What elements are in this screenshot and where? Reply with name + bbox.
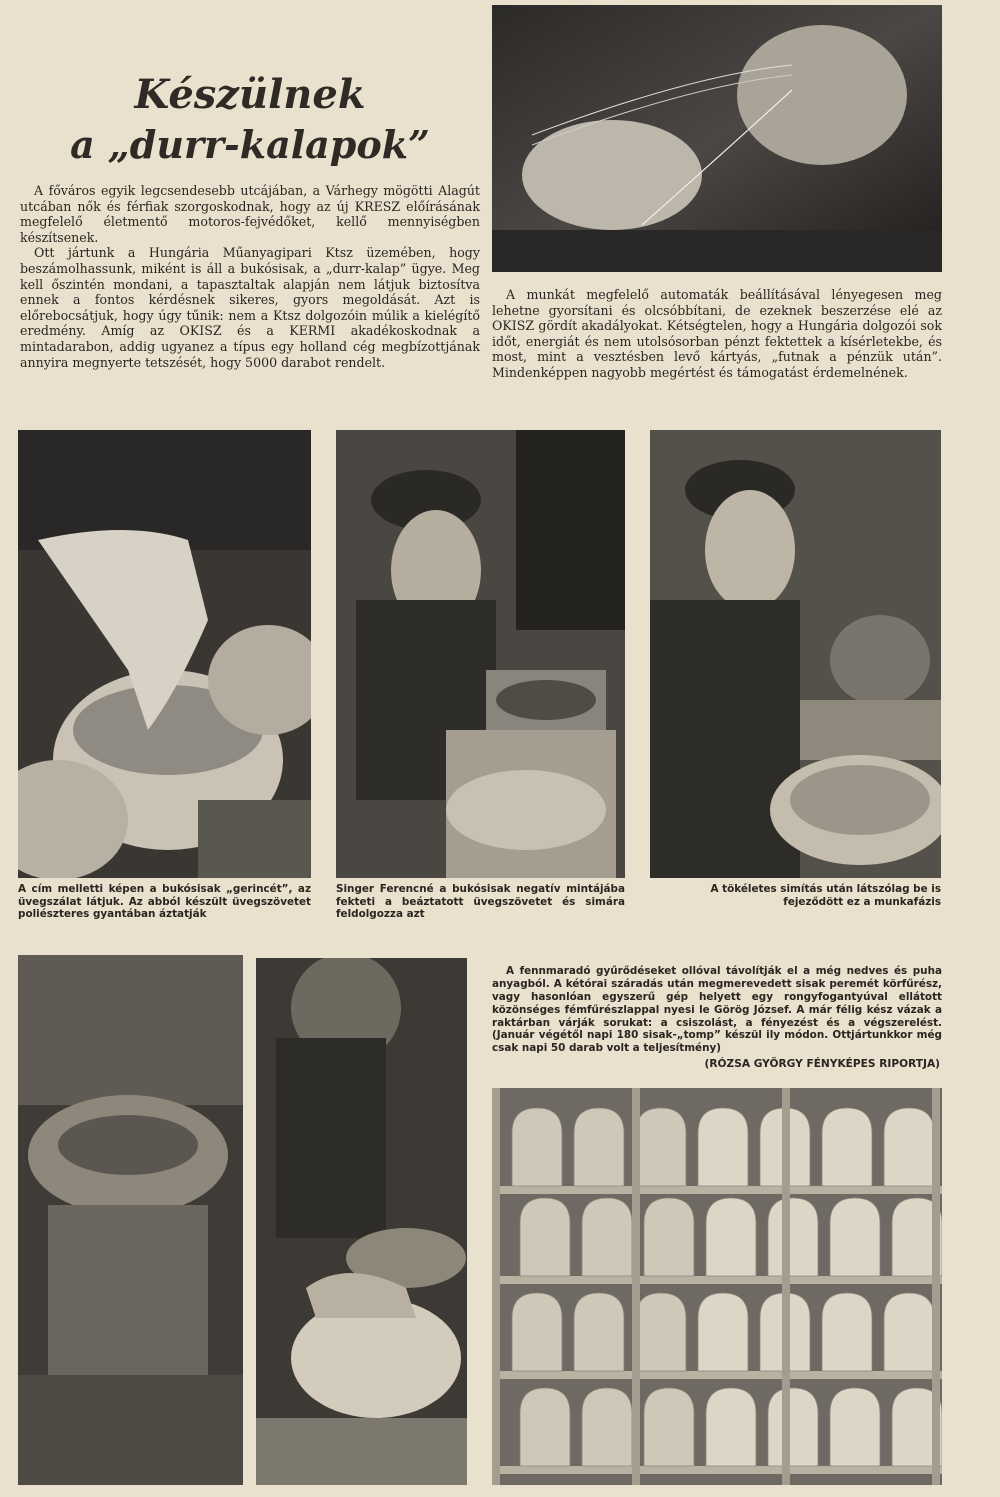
photo-trimming — [18, 955, 243, 1485]
photo-glass-fiber — [492, 5, 942, 272]
photo-smoothing — [650, 430, 941, 878]
title-line-1: Készülnek — [134, 71, 366, 118]
closing-paragraph: A fennmaradó gyűrődéseket ollóval távolítják el a még nedves és puha anyagból. A kétórai száradás után megmerevedett sisak peremét körfűrész, vagy hasonlóan egyszerű gép helyett egy rongyfogantyúval ellátott közönséges fémfűrészlappal nyesi le Görög József. A már félig kész vázak a raktárban várják sorukat: a csiszolást, a fényezést és a végszerelést. (Január végétől napi 180 sisak-„tomp” készül ily módon. Ottjártunkkor még csak napi 50 darab volt a teljesítmény) — [492, 965, 942, 1055]
intro-text — [20, 183, 480, 370]
article-title — [70, 70, 430, 170]
title-line-2: a „durr-kalapok” — [70, 122, 430, 167]
caption-photo-3: A tökéletes simítás után látszólag be is fejeződött ez a munkafázis — [710, 883, 941, 908]
intro-paragraph-2: Ott jártunk a Hungária Műanyagipari Ktsz üzemében, hogy beszámolhassunk, miként is áll a bukósisak, a „durr-kalap” ügye. Meg kell őszintén mondani, a tapasztaltak alapján nem látjuk biztosítva ennek a fontos kérdésnek sikeres, gyors megoldását. Azt is előrebocsátjuk, hogy úgy tűnik: nem a Ktsz dolgozóin múlik a kielégítő eredmény. Amíg az OKISZ és a KERMI akadékoskodnak a mintadarabon, addig ugyanez a típus egy holland cég megbízottjának annyira megnyerte tetszését, hogy 5000 darabot rendelt. — [20, 245, 480, 370]
right-paragraph: A munkát megfelelő automaták beállításával lényegesen meg lehetne gyorsítani és olcsóbbítani, de ezeknek beszerzése elé az OKISZ gördít akadályokat. Kétségtelen, hogy a Hungária dolgozói sok időt, energiát és nem utolsósorban pénzt fektettek a kísérletekbe, és most, mint a vesztésben levő kártyás, „futnak a pénzük után”. Mindenképpen nagyobb megértést és támogatást érdemelnének. — [492, 287, 942, 380]
photo-singer-ferencne — [336, 430, 625, 878]
caption-photo-2: Singer Ferencné a bukósisak negatív mintájába fekteti a beáztatott üvegszövetet és simára feldolgozza azt — [336, 883, 625, 920]
caption-photo-1: A cím melletti képen a bukósisak „gerincét”, az üvegszálat látjuk. Az abból készült üvegszövetet poliészteres gyantában áztatják — [18, 883, 311, 920]
photo-helmet-shell — [256, 958, 467, 1485]
photo-credit: (RÓZSA GYÖRGY FÉNYKÉPES RIPORTJA) — [704, 1058, 940, 1070]
photo-soaking-fabric — [18, 430, 311, 878]
photo-helmet-shelves — [492, 1088, 942, 1485]
intro-paragraph-1: A főváros egyik legcsendesebb utcájában, a Várhegy mögötti Alagút utcában nők és férfiak szorgoskodnak, hogy az új KRESZ előírásának megfelelő életmentő motoros-fejvédőket, kellő mennyiségben készítsenek. — [20, 183, 480, 245]
